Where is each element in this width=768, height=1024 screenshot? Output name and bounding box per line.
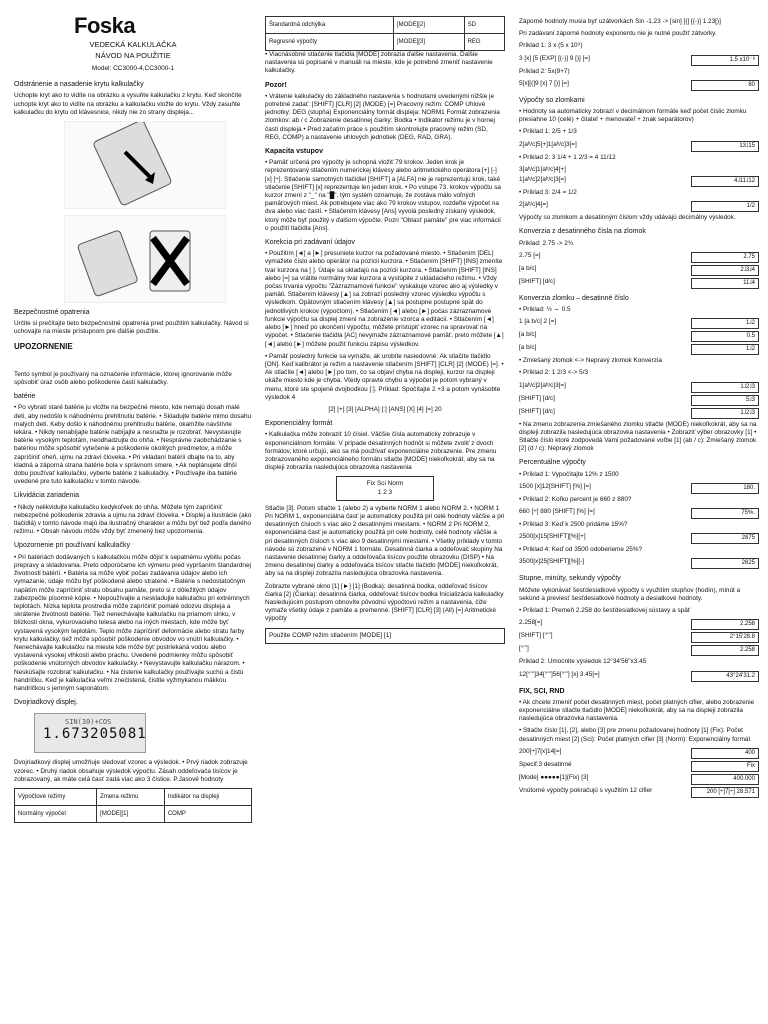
mode-table-1 — [14, 788, 252, 823]
table-cell: [MODE][3] — [393, 34, 464, 51]
column-3 — [519, 0, 759, 1024]
usage-text: • Pri batériách dodávaných s kalkulačkou môže dôjsť k sepatnému vybitiu počas prepravy a skladovania. Preto odporúčame ich výmenu pred vypršaním štandardnej životnosti batérií. • Batéria sa môže vybiť počas zadávania údajov alebo ich vymazanie, údaje môžu byť poškodené alebo stratené. • Batérie s nedostatočným napätím môže zapríčiniť stratu obsahu pamäte, preto si z dôležitých údajov zabezpečte písomné kópie. • Nepoužívajte a neskladujte kalkulačku pri extrémnych teplotách. Nízka teplota prostredia môže zapríčiniť pomalé odozvu displeja a skrátenie životnosti batérie. Tiež nenechávajte kalkulačku na priamom slnku, v blízkosti okna, vykurovacieho telesa alebo na iných miestach, kde môže byť vystavená vysokým teplotám. Teplo môže zapríčiniť deformácie alebo stratu farby krytu kalkulačky, tiež môže spôsobiť poškodenie obvodov vo vnútri kalkulačky. • Nenechávajte kalkulačku na mieste kde môže byť postriekaná vodou alebo vystavená vysokej vlhkosti alebo prachu. Uvedené podmienky môžu spôsobiť poškodenie vnútorných obvodov kalkulačky. • Nevystavujte kalkulačku nárazom. • Neskúšajte rozobrať kalkulačku. • Na čistenie kalkulačky používajte suchú a čistú handričku. Keď je kalkulačka veľmi znečistená, čistite vyžmykanou mäkkou handričkou s jemným saponátom. — [14, 553, 251, 692]
f2-keys-1: 3[aᵇ/c]1[aᵇ/c]4[+] — [519, 165, 566, 173]
ex1-row — [519, 55, 759, 66]
dms-ex2: Príklad 2: Umocnite výsledok 12°34'56"x3.45 — [519, 658, 647, 666]
f3-row — [519, 201, 759, 212]
p1-label: • Príklad 1: Vypočítajte 12% z 1500 — [519, 470, 619, 478]
norm-text: Stlačte [3]. Potom stlačte 1 (alebo 2) a vyberte NORM 1 alebo NORM 2. • NORM 1 Pri NORM 1, exponenciálna časť je automaticky použitá pri celé hodnoty väčšie a pri desatinných čísloch s viac ako 2 desatinnými miestami. • NORM 2 Pri NORM 2, exponenciálna časť je automaticky použitá pri celé hodnoty, celé hodnoty väčšie a pri desatinných čísloch s viac ako 9 desatinnými miestami. • Všetky príklady v tomto návode sú zobrazené v NORM 1 formáte. Desatinná čiarka a oddeľovač skupiny Na nastavenie desatinnej čiarky a oddeľovača tisícov použite obrazovku (DISP) • Na zmenu desatinnej čiarky a oddeľovača tisícov stlačte tlačidlo [MODE] niekoľkokrát, aby sa na displeji zobrazila nasledujúca obrazovka nastavenia. — [265, 504, 505, 578]
p1-display: 180. — [691, 483, 759, 494]
p4-row — [519, 558, 759, 569]
cover-removal-illustration — [64, 121, 226, 209]
mode-note: • Viacnásobné stlačenie tlačidla [MODE] zobrazia ďalšie nastavenia. Ďalšie nastavenia sú popísané v manuáli na mieste, kde je potrebné zmeniť nastavenie kalkulačky. — [265, 51, 493, 75]
expo-heading: Exponenciálny formát — [265, 420, 333, 428]
p2-row — [519, 508, 759, 519]
battery-text: Uchopte kryt ako to vidíte na obrázku a vysuňte kalkulačku z krytu. Keď skončíte uchopte kryt ako to vidíte na obrázku a kalkulačku vložte do krytu. Vždy zasuňte kalkulačku do krytu od klávesnice, nikdy nie zo strany displeja... — [14, 92, 242, 116]
comp-mode-box: Použite COMP režim stlačením [MODE] [1] — [265, 628, 505, 644]
battery-heading: Odstránenie a nasadenie krytu kalkulačky — [14, 81, 144, 89]
table-cell: Štandardná odchýlka — [266, 17, 394, 34]
frac-heading: Výpočty so zlomkami — [519, 96, 585, 104]
table-cell: COMP — [164, 805, 251, 822]
ex2-row — [519, 80, 759, 91]
p3-row — [519, 533, 759, 544]
f3-keys: 2[aᵇ/c]4[=] — [519, 201, 548, 209]
conv2-row — [519, 344, 759, 355]
conv-row — [519, 252, 759, 263]
conv2-key: [a b/c] — [519, 344, 537, 352]
fix-key: Špecif.3 desatinné — [519, 760, 572, 768]
f2-row-2 — [519, 176, 759, 187]
conv2-key: 1 [a b/c] 2 [=] — [519, 318, 557, 326]
cover-insert-illustration — [64, 215, 226, 303]
conv3-row — [519, 382, 759, 393]
table-cell: Normálny výpočet — [15, 805, 97, 822]
conv-example: Príklad: 2.75 -> 2¾ — [519, 239, 574, 247]
ex2-label: Príklad 2: 5x(9+7) — [519, 67, 570, 75]
p4-label: • Príklad 4: Keď od 3500 odoberieme 25%? — [519, 546, 643, 554]
ex1-label: Príklad 1: 3 x (5 x 10⁹) — [519, 42, 583, 50]
f1-label: • Príklad 1: 2/5 + 1/3 — [519, 128, 577, 136]
caution-heading: Pozor! — [265, 81, 287, 89]
dms-text: Môžete vykonávať šesťdesiatkové výpočty s využitím stupňov (hodín), minút a sekúnd a previesť šesťdesiatkové hodnoty a desiatkové hodnoty. — [519, 586, 741, 602]
dms-row — [519, 619, 759, 630]
table-cell: REG — [464, 34, 504, 51]
fix-key: [Mode] ●●●●●[1](Fix) [3] — [519, 773, 589, 781]
pct-heading: Percentuálne výpočty — [519, 459, 586, 467]
table-cell: [MODE][2] — [393, 17, 464, 34]
conv3-key: 1[aᵇ/c]2[aᵇ/c]3[=] — [519, 381, 566, 389]
table-row — [266, 34, 505, 51]
table-cell: Indikátor na displeji — [164, 788, 251, 805]
table-cell: Výpočtové režimy — [15, 788, 97, 805]
batteries-heading: batérie — [14, 393, 36, 401]
fix-ex-row — [519, 787, 759, 798]
conv2-display: 1˩2 — [691, 318, 759, 329]
fix-ex-label: Vnútorné výpočty pokračujú s využitím 12 cifier — [519, 786, 653, 794]
neg-text-2: Pri zadávaní záporné hodnoty exponentu nie je nutné použiť zátvorky. — [519, 30, 717, 38]
dms-row — [519, 645, 759, 656]
title-line-2: NÁVOD NA POUŽITIE — [95, 51, 171, 60]
column-2 — [265, 0, 505, 1024]
correction-heading: Korekcia pri zadávaní údajov — [265, 239, 355, 247]
p2-label: • Príklad 2: Koľko percent je 660 z 880? — [519, 495, 632, 503]
conv3-row — [519, 395, 759, 406]
conv-note: • Na zmenu zobrazenia zmiešaného zlomku stlačte (MODE) niekoľkokrát, aby sa na displeji zobrazila nasledujúca obrazovka nastavenia • Zobraziť výber obrazovky [1] • Stlačte číslo ktoré zodpovedá Vami požadované voľbe [1] (ab / c): Zmiešaný zlomok [2] (d / c): Nepravý zlomok — [519, 420, 757, 453]
conv3-display: 1˩2˩3 — [691, 382, 759, 393]
disposal-text: • Nikdy nelikvidujte kalkulačku kedykoľvek do ohňa. Môžete tým zapríčiniť nebezpečné poškodenie zdravia a ujmu na zdraví človeka. • Displej a ilustrácie (ako tlačidlá) v tomto návode majú iba ilustračný charakter a môžu byť tiež podľa daného režimu. • Obsah návodu môže vždy byť zmenený bez upozornenia. — [14, 503, 252, 536]
conv-key: [SHIFT] [d/c] — [519, 277, 555, 285]
batteries-text: • Po vybratí staré batérie ju vložte na bezpečné miesto, kde nemajú dosah malé deti, aby nedošlo k náhodnému prehltnutiu batérie. • Skladujte batérie mimo dosahu malých detí. Keby došlo k náhodnému prehltnutiu batérie, okamžite navštívte lekára. • Nikdy nenabíjajte batérie nabíjajte a nesnažte je rozobrať. Nevystavujte batérie vysokým teplotám, neodhadzujte do ohňa. • Nesprávne zaobchádzanie s batériou môže spôsobiť vytečenie a poškodenie okolitých predmetov, a môže zapríčiniť oheň, ujmu na zdraví človeka. • Pri vkladaní batérií dbajte na to, aby kladná a záporná strana batérie bola v správnom smere. • Ak neplánujete dlhší dobu používať kalkulačku, vyberte batérie z kalkulačky. • Používajte iba batérie uvedené pre tuto kalkulačku v tomto návode. — [14, 404, 252, 486]
capacity-heading: Kapacita vstupov — [265, 148, 323, 156]
dms-ex2-row — [519, 671, 759, 682]
brand-logo: Foska — [74, 13, 136, 38]
p2-display: 75%. — [691, 508, 759, 519]
conv-row — [519, 265, 759, 276]
dms-key: 2.258[=] — [519, 619, 543, 627]
disposal-heading: Likvidácia zariadenia — [14, 492, 79, 500]
conv-row — [519, 278, 759, 289]
wrong-direction-x-icon — [65, 216, 225, 302]
expo-text: • Kalkulačka môže zobraziť 10 čísiel. Väčšie čísla automaticky zobrazuje v exponenciálnom formáte. V prípade desatinných hodnôt si môžete zvoliť z dvoch formátov, ktoré určujú, ako sa má používať exponenciálne zobrazenie. Pre zmenu zobrazovaného exponenciálneho formátu stlačte [MODE] niekoľkokrát, aby sa na displeji zobrazila nasledujúca obrazovka nastavenia — [265, 431, 497, 472]
lcd-line-1: SIN(30)+COS — [65, 718, 112, 727]
conv-display: 2.75 — [691, 252, 759, 263]
safety-text: Určite si prečítajte tieto bezpečnostné opatrenia pred použitím kalkulačky. Návod si uchovajte na mieste prístupnom pre ďalšie použitie. — [14, 320, 249, 336]
conv2-example: • Príklad: ½ ⇔ 0.5 — [519, 306, 571, 314]
conv3-key: [SHIFT] [d/c] — [519, 407, 555, 415]
display-text: Dvojriadkový displej umožňuje sledovať vzorec a výsledok. • Prvý riadok zobrazuje vzorec. • Druhý riadok obsahuje výsledok výpočtu. Zásah oddeľovača tisícov je zobrazovaný, ak máte celá časť zadá viac ako 3 číslice. P.Jasové hodnoty — [14, 759, 248, 783]
ex2-display: 80 — [691, 80, 759, 91]
f2-label: • Príklad 2: 3 1/4 + 1 2/3 = 4 11/12 — [519, 153, 616, 161]
correction-text: • Použitím [◄] a [►] presuniete kurzor na požadované miesto. • Stlačením [DEL] vymažete číslo alebo operátor na pozícii kurzora. • Stlačením [SHIFT] [INS] zmeníte tvar kurzora na [ ]. Údaje sa ukladajú na pozícii kurzora. • Stlačením [SHIFT] [INS] alebo [=] sa vrátite normálny tvar kurzora a vystúpite z ukladacieho režimu. • Vždy počas trvania výpočtu "Zázraznamové funkcie" vyskakuje vzorec ako aj výsledky v pamäti. Stlačením klávesy [▲] sa zobrazí posledný vzorec výsledku výpočtu s výsledkom. Opätovným stlačením klávesy [▲] sa postupne postupne spät do jednotlivých krokov (výpočtom). • Stlačením [◄] alebo [►] počas zázraznamové funkcie výpočtu sa displej zmení na zobrazenie vzorca a editácii. • Stlačením [◄] alebo [►] hneď po ukončení výpočtu, môžete prístúpiť vzorec na spravovať na výpočet. • Stlačenie tlačidla [AC] nevymaže zázraznamové pamäť, preto môžete [▲] [◄] alebo [►] môžete použiť funkciu zápisu výsledkov. — [265, 250, 504, 348]
p4-display: 2625 — [691, 558, 759, 569]
ex1-display: 1.5 x10⁻⁸ — [691, 55, 759, 66]
f2-row-1 — [519, 166, 759, 174]
conv3-display: 5˩3 — [691, 395, 759, 406]
f3-label: • Príklad 3: 2/4 = 1/2 — [519, 189, 577, 197]
fix-key: 200[÷]7[x]14[=] — [519, 747, 562, 755]
safety-heading: Bezpečnostné opatrenia — [14, 309, 90, 317]
conv3-text: • Zmiešaný zlomok <-> Nepravý zlomok Konverzia — [519, 357, 662, 365]
conv2-heading: Konverzia zlomku – desatinné číslo — [519, 294, 629, 302]
dms-display: 2.258 — [691, 645, 759, 656]
table-row — [15, 805, 252, 822]
conv-display: 2˩3˩4 — [691, 265, 759, 276]
dms-ex2-keys: 12[°''']34[°''']56[°'''] [x] 3.45[=] — [519, 670, 600, 678]
replay-text: • Pamäť posledný funkcie sa vymaže, ak urobíte nasledovné: Ak stlačíte tlačidlo [ON]. Keď kalibrátor je režim a nastavenie stlačením [SHIFT] [CLR] [2] (MODE) [=]. • Ak stlačíte [◄] alebo [►] po tom, čo sa objaví chyba na displeji, kurzor na displeji ukáže miesto kde je chyba. Vtedy opravte chybu a výpočet je potom vybraný v menu, ktoré ste spojené dvojbodkou [:]. Príklad: Spočítajte 2 +3 a potom vynásobte výsledok 4 — [265, 352, 504, 401]
lcd-illustration — [34, 713, 146, 753]
title-line-1: VEDECKÁ KALKULAČKA — [89, 40, 177, 49]
ex1-keys: 3 [x] [5 [EXP] [(-)] 9 [)] [=] — [519, 54, 590, 62]
conv2-key: [a b/c] — [519, 331, 537, 339]
table-row — [15, 788, 252, 805]
dms-key: [°'''] — [519, 645, 529, 653]
p1-keys: 1500 [x]12[SHIFT] [%] [=] — [519, 482, 591, 490]
p3-display: 2875 — [691, 533, 759, 544]
p3-label: • Príklad 3: Keď k 2500 pridáme 15%? — [519, 521, 628, 529]
table-cell: [MODE][1] — [97, 805, 165, 822]
fix-ex-display: 200 [÷]7[÷] 28.571 — [691, 787, 759, 798]
warning-text: Tento symbol je používaný na označenie informácie, ktorej ignorovanie môže spôsobiť úraz osôb alebo poškodenie častí kalkulačky. — [14, 370, 232, 387]
lcd-line-2: 1.673205081 — [43, 726, 147, 743]
conv-key: [a b/c] — [519, 264, 537, 272]
table-cell: Zmena režimu — [97, 788, 165, 805]
fix-sci-norm-box — [336, 476, 434, 500]
conv2-row — [519, 331, 759, 342]
column-1 — [14, 0, 252, 1024]
dms-display: 2°15'28.8 — [691, 632, 759, 643]
mode-table-2 — [265, 16, 505, 51]
dms-ex2-display: 43°24'31.2 — [691, 671, 759, 682]
f2-keys-2: 1[aᵇ/c]2[aᵇ/c]3[=] — [519, 176, 566, 184]
capacity-text: • Pamäť určená pre výpočty je schopná vložiť 79 krokov. Jeden krok je reprezentovaný stlačením numerickej klávesy alebo aritmetického operátora [+] [-] [x] [÷]. Stlačenie samotných tlačidiel [SHIFT] a [ALFA] nie je reprezentujú krok, také stlačenie [SHIFT] [x] reprezentuje len jeden krok. • Po vstupe 73. krokov výpočtu sa kurzor zmení z "_" na "█", tým systém oznamuje, že zostáva málo voľných pamäťových miest. Ak potrebujete viac ako 79 krokov vstupov, rozdeľte výpočet na dva alebo viac častí. • Stlačením klávesy [Ans] vyvolá posledný získaný výsledok, ktorý môže byť použitý v ďalšom výpočte. Pozri "Oblasť pamäte" pre viac informácií o použití tlačidla [Ans]. — [265, 159, 501, 232]
fix-row — [519, 748, 759, 759]
p3-keys: 2500[x]15[SHIFT][%][+] — [519, 533, 586, 541]
usage-heading: Upozornenie pri používaní kalkulačky — [14, 542, 130, 550]
conv-key: 2.75 [=] — [519, 251, 541, 259]
fix-box-line-1: Fix Sci Norm — [366, 480, 404, 488]
f1-keys: 2[aᵇ/c]5[+]1[aᵇ/c]3[=] — [519, 140, 577, 148]
frac-text: • Hodnoty sa automaticky zobrazí v decimálnom formáte keď počet číslic zlomku presiahne 10 (celé) + čitateľ + menovateľ + znak separátorov) — [519, 108, 747, 124]
table-row — [266, 17, 505, 34]
f3-display: 1/2 — [691, 201, 759, 212]
fix-display: 400.000 — [691, 774, 759, 785]
conv-display: 11˩4 — [691, 278, 759, 289]
warning-heading: UPOZORNENIE — [14, 341, 73, 351]
conv3-key: [SHIFT] [d/c] — [519, 394, 555, 402]
ex2-keys: 5[x][(]9 [x] 7 [)] [=] — [519, 79, 569, 87]
p1-row — [519, 483, 759, 494]
dms-row — [519, 632, 759, 643]
caution-text: • Vrátenie kalkulačky do základného nastavenia s hodnotami uvedenými nižšie je potrebné zadať: [SHIFT] [CLR] [2] (MODE) [=] Pracovný režim: COMP Uhlové jednotky: DEG (stupňa) Exponenciálny formát displeja: NORM1 Formát zobrazenia zlomkov: ab / c Zobrazenie desatinnej čiarky: Bodka • Indikátor režimu je v hornej časti displeja • Pred začatím práce s použitím skontrolujte pracovný režim (SD, REG, COMP) a nastavenie uhlových jednotiek (DEG, RAD, GRA). — [265, 92, 500, 141]
fix-row — [519, 761, 759, 772]
f2-display: 4˩11˩12 — [691, 176, 759, 187]
table-cell: SD — [464, 17, 504, 34]
replay-example: [2] [+] [3] [ALPHA] [:] [ANS] [X] [4] [=] 20 — [328, 405, 442, 413]
calculator-slide-icon — [65, 122, 225, 208]
mix-text: Výpočty so zlomkom a desatinným číslom vždy udávajú decimálny výsledok. — [519, 214, 736, 222]
fix-heading: FIX, SCI, RND — [519, 687, 565, 695]
p4-keys: 3500[x]25[SHIFT][%][-] — [519, 558, 584, 566]
conv2-display: 1˩2 — [691, 344, 759, 355]
dms-example: • Príklad 1: Premeň 2.258 do šesťdesiatkovej sústavy a späť — [519, 607, 691, 615]
model-line: Model: CC3000-4,CC3000-1 — [91, 65, 175, 72]
conv-heading: Konverzia z desatinného čísla na zlomok — [519, 228, 646, 236]
dms-display: 2.258 — [691, 619, 759, 630]
fix-text-2: • Stlačte číslo [1], [2], alebo [3] pre zmenu požadovanej hodnoty [1] (Fix): Počet desatinných miest [2] (Sci): Počet platných cifier [3] (Norm): Exponenciálny formát — [519, 727, 751, 743]
table-cell: Regresné výpočty — [266, 34, 394, 51]
conv2-row — [519, 318, 759, 329]
dms-key: [SHIFT] [°'''] — [519, 632, 553, 640]
p2-keys: 660 [÷] 880 [SHIFT] [%] [=] — [519, 508, 595, 516]
f1-row — [519, 141, 759, 152]
f1-display: 13˩15 — [691, 141, 759, 152]
dms-heading: Stupne, minúty, sekundy výpočty — [519, 575, 621, 583]
neg-text: Záporné hodnoty musia byť uzátvorkách Sin -1.23 -> [sin] [(] [(-)] 1.23[)] — [519, 18, 721, 25]
conv3-display: 1˩2˩3 — [691, 408, 759, 419]
conv2-display: 0.5 — [691, 331, 759, 342]
fix-box-line-2: 1 2 3 — [377, 488, 393, 496]
fix-text: • Ak chcete zmeniť počet desatinných miest, počet platných cifier, alebo zobrazenie exponenciálne stlačte tlačidlo [MODE] niekoľkokrát, aby sa na displeji zobrazila nasledujúca obrazovka nastavenia. — [519, 698, 755, 723]
display-heading: Dvojriadkový displej. — [14, 699, 78, 707]
conv3-row — [519, 408, 759, 419]
fix-display: 400 — [691, 748, 759, 759]
conv3-example: • Príklad 2: 1 2/3 <-> 5/3 — [519, 369, 589, 377]
fix-row — [519, 774, 759, 785]
disp-text: Zobrazte vybrané okno [1] [►] [1] (Bodka): desatinná bodka, oddeľovač tisícov čiarka [2] (Čiarka): desatinná čiarka, oddeľovač tisícov bodka Inicializácia kalkulačky Nasledujúcim postupom obnovíte pôvodnú výpočtovú režim a nastavenia, čiže vymaže všetky údaje z pamäte a premenné. [SHIFT] [CLR] [3] (All) [=] Aritmetické výpočty — [265, 582, 504, 623]
fix-display: Fix — [691, 761, 759, 772]
